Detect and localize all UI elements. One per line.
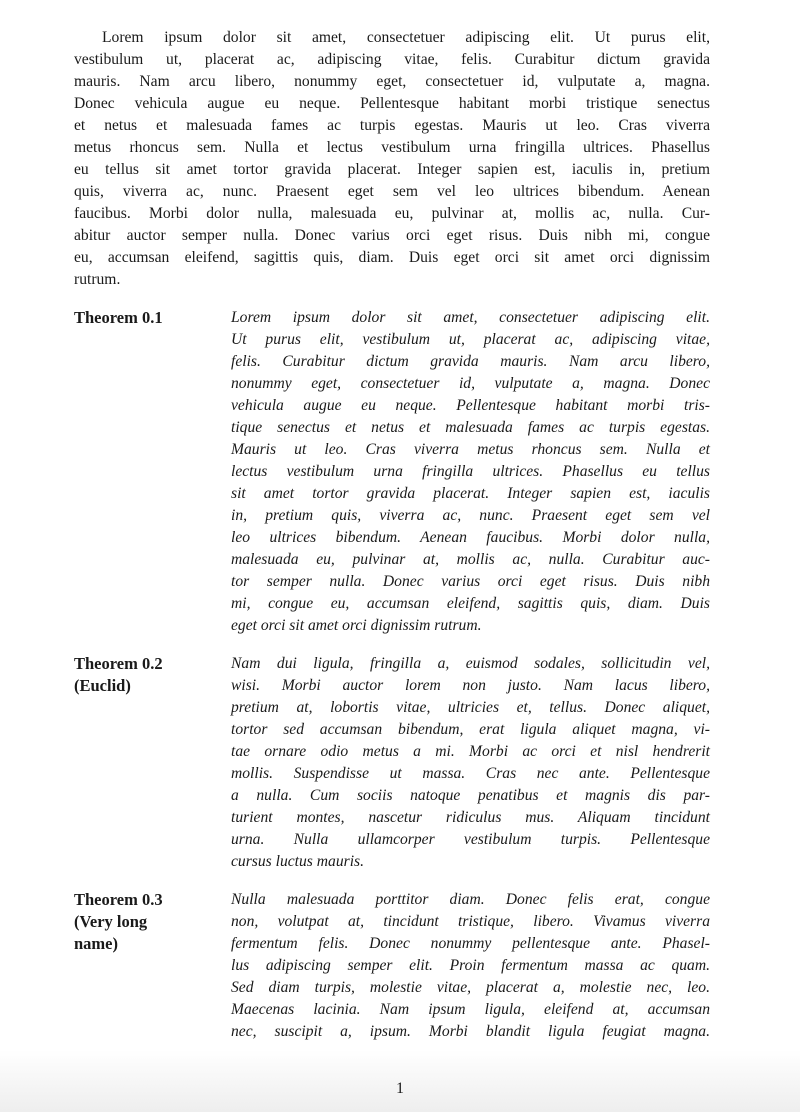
text-line: nec, suscipit a, ipsum. Morbi blandit ligula feugiat magna. [231, 1023, 710, 1040]
text-line: non, volutpat at, tincidunt tristique, libero. Vivamus viverra [231, 913, 710, 930]
text-line: Ut purus elit, vestibulum ut, placerat ac, adipiscing vitae, [231, 331, 710, 348]
text-line: malesuada eu, pulvinar at, mollis ac, nulla. Curabitur auc- [231, 551, 710, 568]
text-line: a nulla. Cum sociis natoque penatibus et magnis dis par- [231, 787, 710, 804]
text-line: Donec vehicula augue eu neque. Pellentesque habitant morbi tristique senectus [74, 95, 710, 112]
theorem-label: Theorem 0.2 [74, 654, 163, 673]
text-line: Maecenas lacinia. Nam ipsum ligula, eleifend at, accumsan [231, 1001, 710, 1018]
text-line: Sed diam turpis, molestie vitae, placerat a, molestie nec, leo. [231, 979, 710, 996]
text-line: wisi. Morbi auctor lorem non justo. Nam lacus libero, [231, 677, 710, 694]
text-line: tortor sed accumsan bibendum, erat ligula aliquet magna, vi- [231, 721, 710, 738]
text-line: Lorem ipsum dolor sit amet, consectetuer adipiscing elit. Ut purus elit, [102, 29, 710, 46]
theorem-name: name) [74, 934, 118, 953]
text-line: eu, accumsan eleifend, sagittis quis, diam. Duis eget orci sit amet orci dignissim [74, 249, 710, 266]
text-line: Nam dui ligula, fringilla a, euismod sodales, sollicitudin vel, [231, 655, 710, 672]
text-line: eu tellus sit amet tortor gravida placerat. Integer sapien est, iaculis in, pretium [74, 161, 710, 178]
text-line: et netus et malesuada fames ac turpis egestas. Mauris ut leo. Cras viverra [74, 117, 710, 134]
page-number: 1 [396, 1080, 404, 1097]
text-line: abitur auctor semper nulla. Donec varius orci eget risus. Duis nibh mi, congue [74, 227, 710, 244]
theorem-label: Theorem 0.1 [74, 308, 163, 327]
text-line: vehicula augue eu neque. Pellentesque habitant morbi tris- [231, 397, 710, 414]
text-line: Nulla malesuada porttitor diam. Donec felis erat, congue [231, 891, 710, 908]
text-line: Lorem ipsum dolor sit amet, consectetuer adipiscing elit. [231, 309, 710, 326]
text-line: vestibulum ut, placerat ac, adipiscing vitae, felis. Curabitur dictum gravida [74, 51, 710, 68]
text-line: tor semper nulla. Donec varius orci eget risus. Duis nibh [231, 573, 710, 590]
theorem-name: (Very long [74, 912, 148, 931]
text-line: Mauris ut leo. Cras viverra metus rhoncus sem. Nulla et [231, 441, 710, 458]
text-line: mauris. Nam arcu libero, nonummy eget, consectetuer id, vulputate a, magna. [74, 73, 710, 90]
text-line: tique senectus et netus et malesuada fames ac turpis egestas. [231, 419, 710, 436]
text-line: turient montes, nascetur ridiculus mus. Aliquam tincidunt [231, 809, 710, 826]
text-line: mollis. Suspendisse ut massa. Cras nec ante. Pellentesque [231, 765, 710, 782]
text-line: tae ornare odio metus a mi. Morbi ac orci et nisl hendrerit [231, 743, 710, 760]
text-line: metus rhoncus sem. Nulla et lectus vestibulum urna fringilla ultrices. Phasellus [74, 139, 710, 156]
text-line: nonummy eget, consectetuer id, vulputate a, magna. Donec [231, 375, 710, 392]
text-line: cursus luctus mauris. [231, 853, 364, 870]
text-line: quis, viverra ac, nunc. Praesent eget sem vel leo ultrices bibendum. Aenean [74, 183, 710, 200]
text-line: faucibus. Morbi dolor nulla, malesuada eu, pulvinar at, mollis ac, nulla. Cur- [74, 205, 710, 222]
theorem-label: Theorem 0.3 [74, 890, 163, 909]
text-line: lectus vestibulum urna fringilla ultrices. Phasellus eu tellus [231, 463, 710, 480]
text-line: pretium at, lobortis vitae, ultricies et, tellus. Donec aliquet, [231, 699, 710, 716]
text-line: leo ultrices bibendum. Aenean faucibus. Morbi dolor nulla, [231, 529, 710, 546]
text-line: in, pretium quis, viverra ac, nunc. Praesent eget sem vel [231, 507, 710, 524]
text-line: fermentum felis. Donec nonummy pellentesque ante. Phasel- [231, 935, 710, 952]
text-line: felis. Curabitur dictum gravida mauris. Nam arcu libero, [231, 353, 710, 370]
text-line: mi, congue eu, accumsan eleifend, sagittis quis, diam. Duis [231, 595, 710, 612]
text-line: rutrum. [74, 271, 121, 288]
theorem-name: (Euclid) [74, 676, 131, 695]
text-line: eget orci sit amet orci dignissim rutrum. [231, 617, 482, 634]
text-line: urna. Nulla ullamcorper vestibulum turpis. Pellentesque [231, 831, 710, 848]
text-line: sit amet tortor gravida placerat. Integer sapien est, iaculis [231, 485, 710, 502]
text-line: lus adipiscing semper elit. Proin fermentum massa ac quam. [231, 957, 710, 974]
